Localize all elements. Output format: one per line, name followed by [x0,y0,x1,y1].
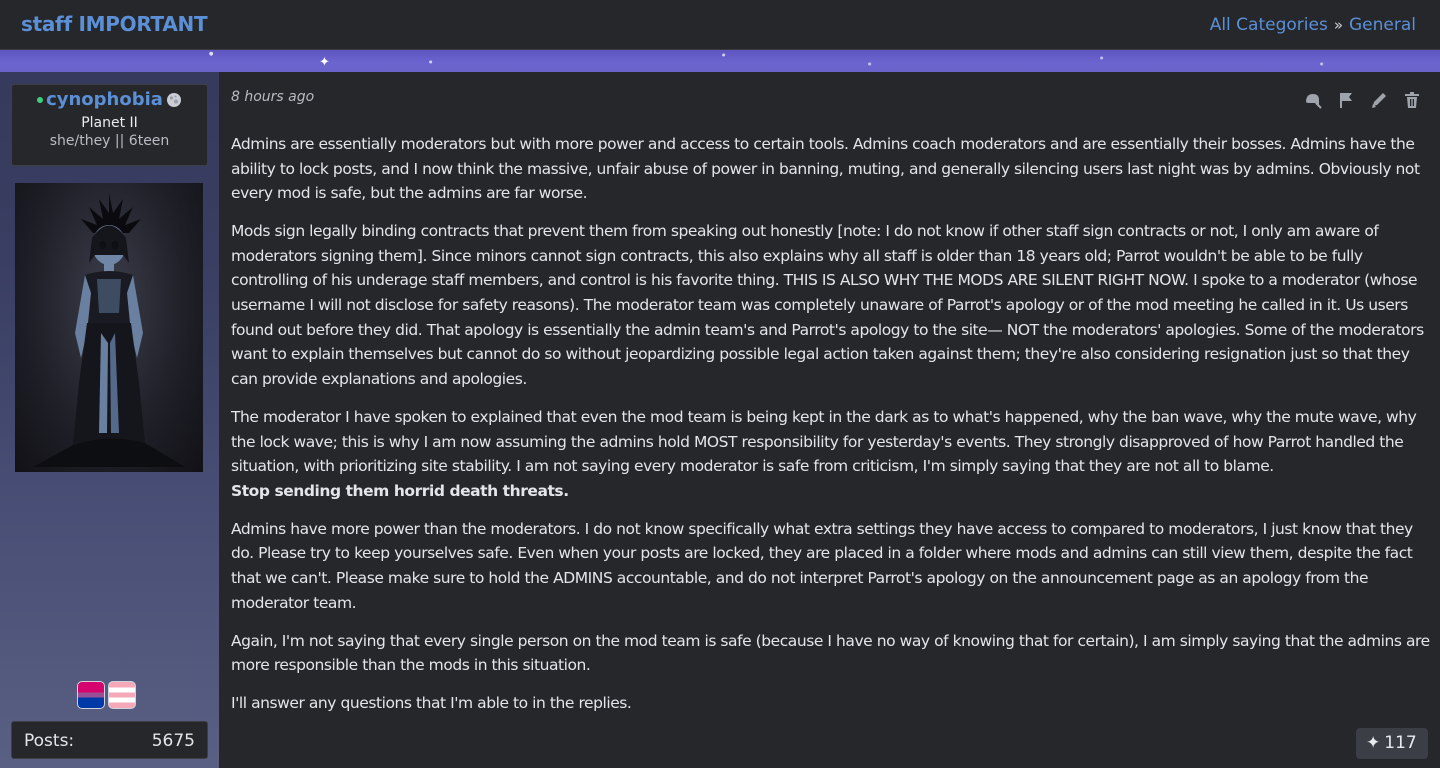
star-dot-icon: ● [1100,55,1104,60]
flag-icon[interactable] [1336,90,1356,110]
post-paragraph: Again, I'm not saying that every single person on the mod team is safe (because I have no way of knowing that for certain), I am simply saying that the admins are more responsible than the mods in this situation. [231,631,1430,675]
sparkle-star-icon: ✦ [319,55,330,70]
avatar-illustration [15,183,203,472]
pride-flags [77,681,139,713]
post-paragraph: Mods sign legally binding contracts that prevent them from speaking out honestly [note: I do not know if other staff sign contracts or not, I only am aware of moderators signing them]. Since minors cannot sign contracts, this also explains why all staff is older than 18 years old; Parrot wouldn't be able to be fully controlling of his underage staff members, and control is his favorite thing. THIS IS ALSO WHY THE MODS ARE SILENT RIGHT NOW. I spoke to a moderator (whose username I will not disclose for safety reasons). The moderator team was completely unaware of Parrot's apology or of the mod meeting he called in it. Us users found out before they did. That apology is essentially the admin team's and Parrot's apology to the site— NOT the moderators' apologies. Some of the moderators want to explain themselves but cannot do so without jeopardizing possible legal action taken against them; they're also considering resignation just so that they can provide explanations and apologies. [231,222,1424,388]
posts-count: 5675 [151,731,195,751]
online-status-dot [37,97,43,103]
breadcrumb-separator: » [1333,16,1343,34]
post-paragraph [231,405,1431,503]
star-dot-icon: ● [429,59,433,64]
post-timestamp[interactable]: 8 hours ago [231,89,315,105]
star-dot-icon: ● [868,61,872,66]
like-button[interactable] [1356,728,1428,759]
post-paragraph-text: The moderator I have spoken to explained that even the mod team is being kept in the dark as to what's happened, why the ban wave, why the mute wave, why the lock wave; this is why I am now assuming the admins hold MOST responsibility for yesterday's events. They strongly disapproved of how Parrot handled the situation, with prioritizing site stability. I am not saying every moderator is safe from criticism, I'm simply saying that they are not all to blame. [231,407,1417,476]
user-subtitle: she/they || 6teen [49,133,170,149]
reply-icon[interactable] [1303,90,1323,110]
like-count: 117 [1384,733,1417,753]
topic-header [0,0,1440,50]
post-content [219,72,1440,768]
transgender-flag-icon [108,681,136,709]
starry-banner [0,50,1440,72]
breadcrumb-all-categories[interactable]: All Categories [1209,15,1328,35]
user-title: Planet II [81,115,138,131]
topic-title[interactable]: staff IMPORTANT [21,12,208,36]
post-count-box [11,721,208,759]
star-dot-icon: ● [722,52,726,57]
post-paragraph: Admins are essentially moderators but with more power and access to certain tools. Admins coach moderators and are essentially their bosses. Admins have the ability to lock posts, and I now think the massive, unfair abuse of power in banning, muting, and generally silencing users last night was by admins. Obviously not every mod is safe, but the admins are far worse. [231,135,1420,203]
post-body [231,132,1431,729]
star-dot-icon: ● [209,51,214,57]
bold-warning: Stop sending them horrid death threats. [231,481,569,500]
author-sidebar [0,72,219,768]
posts-label: Posts: [24,731,75,751]
user-card [11,84,208,166]
username-link[interactable]: cynophobia [46,89,163,110]
post-paragraph: I'll answer any questions that I'm able to in the replies. [231,694,632,713]
breadcrumb [1210,15,1416,35]
post-paragraph: Admins have more power than the moderators. I do not know specifically what extra settings they have access to compared to moderators, I just know that they do. Please try to keep yourselves safe. Even when your posts are locked, they are placed in a folder where mods and admins can still view them, despite the fact that we can't. Please make sure to hold the ADMINS accountable, and do not interpret Parrot's apology on the announcement page as an apology from the moderator team. [231,519,1413,612]
sparkle-icon: ✦ [1366,733,1381,753]
delete-icon[interactable] [1402,90,1422,110]
bisexual-flag-icon [77,681,105,709]
avatar[interactable] [15,183,203,472]
post-actions [1295,89,1422,110]
moon-icon [166,92,182,108]
star-dot-icon: ● [1320,61,1324,66]
breadcrumb-general[interactable]: General [1349,15,1416,35]
edit-icon[interactable] [1369,90,1389,110]
